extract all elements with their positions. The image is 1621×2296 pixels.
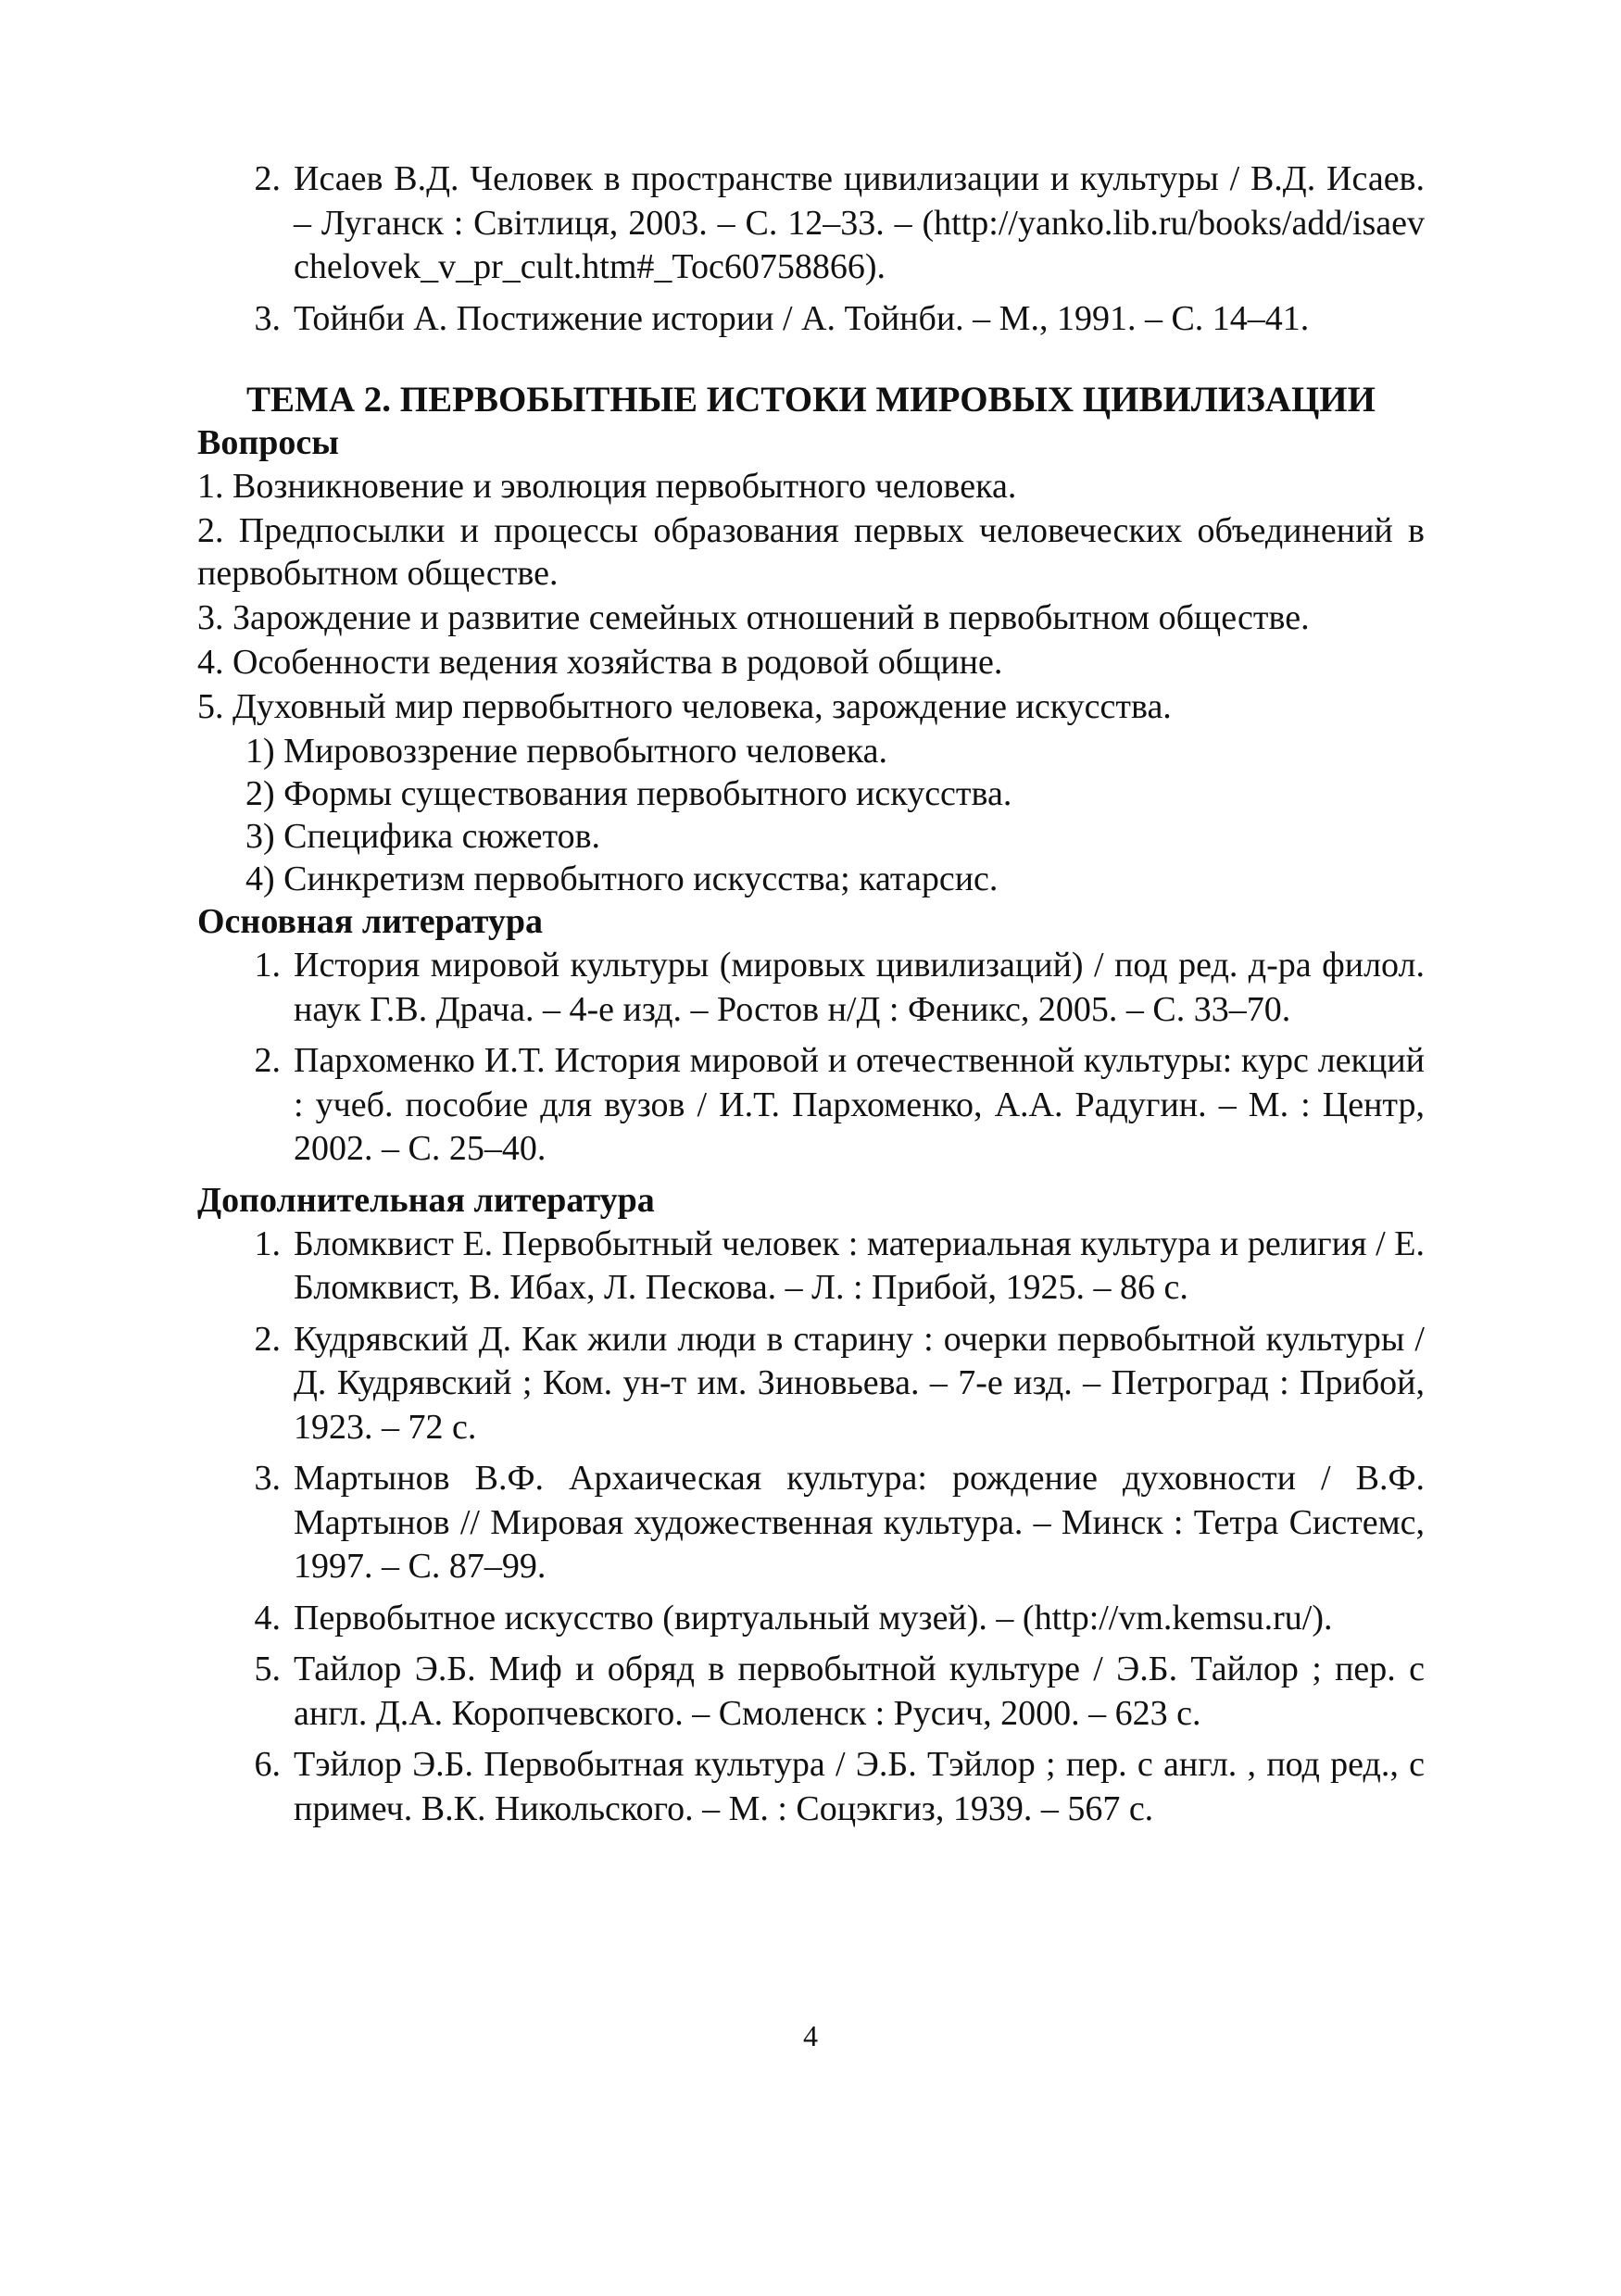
item-number: 4.: [254, 1598, 281, 1637]
question-item: 4. Особенности ведения хозяйства в родовой общине.: [197, 643, 1003, 682]
question-item: 3. Зарождение и развитие семейных отношений в первобытном обществе.: [197, 598, 1310, 637]
page-number: 4: [803, 2019, 818, 2052]
item-text: Мартынов В.Ф. Архаическая культура: рождение духовности / В.Ф. Мартынов // Мировая художественная культура. – Минск : Тетра Системс, 1997. – С. 87–99.: [294, 1459, 1425, 1586]
item-number: 5.: [254, 1650, 281, 1688]
prev-references-list: [197, 157, 1425, 341]
item-number: 6.: [254, 1745, 281, 1784]
additional-literature-heading: Дополнительная литература: [197, 1180, 655, 1220]
additional-literature-item: [197, 1457, 1425, 1589]
item-number: 2.: [254, 159, 281, 198]
main-literature-item: [197, 1039, 1425, 1172]
additional-literature-item: [197, 1743, 1425, 1831]
item-text: Тэйлор Э.Б. Первобытная культура / Э.Б. Тэйлор ; пер. с англ. , под ред., с примеч. В.К. Никольского. – М. : Соцэкгиз, 1939. – 567 с.: [294, 1745, 1425, 1828]
item-number: 3.: [254, 1459, 281, 1498]
item-number: 1.: [254, 946, 281, 985]
questions-heading: Вопросы: [197, 423, 339, 462]
additional-literature-list: [197, 1223, 1425, 1832]
question-item: 5. Духовный мир первобытного человека, зарождение искусства.: [197, 687, 1172, 726]
main-literature-list: [197, 944, 1425, 1172]
item-text: История мировой культуры (мировых цивилизаций) / под ред. д-ра филол. наук Г.В. Драча. – 4-е изд. – Ростов н/Д : Феникс, 2005. – С. 33–70.: [294, 946, 1425, 1029]
questions-list: [197, 465, 1425, 900]
item-number: 3.: [254, 298, 281, 338]
additional-literature-item: [197, 1597, 1425, 1641]
item-number: 1.: [254, 1223, 281, 1263]
item-number: 2.: [254, 1041, 281, 1080]
item-text: Тойнби А. Постижение истории / А. Тойнби. – М., 1991. – С. 14–41.: [294, 298, 1310, 338]
item-text: Первобытное искусство (виртуальный музей). – (http://vm.kemsu.ru/).: [294, 1598, 1333, 1637]
question-item: 1. Возникновение и эволюция первобытного человека.: [197, 467, 1017, 506]
prev-reference-item: [197, 297, 1425, 342]
question-item: 2. Предпосылки и процессы образования первых человеческих объединений в первобытном обществе.: [197, 511, 1425, 593]
item-number: 2.: [254, 1319, 281, 1359]
prev-reference-item: [197, 157, 1425, 290]
item-text: Бломквист Е. Первобытный человек : материальная культура и религия / Е. Бломквист, В. Ибах, Л. Пескова. – Л. : Прибой, 1925. – 86 с.: [294, 1223, 1425, 1307]
item-text: Исаев В.Д. Человек в пространстве цивилизации и культуры / В.Д. Исаев. – Луганск : Світлиця, 2003. – С. 12–33. – (http://yanko.lib.ru/books/add/isaevchelovek_v_pr_cult.htm#_Toc60758866).: [294, 159, 1425, 286]
main-literature-heading: Основная литература: [197, 902, 544, 941]
additional-literature-item: [197, 1318, 1425, 1450]
item-text: Пархоменко И.Т. История мировой и отечественной культуры: курс лекций : учеб. пособие для вузов / И.Т. Пархоменко, А.А. Радугин. – М. : Центр, 2002. – С. 25–40.: [294, 1041, 1425, 1168]
additional-literature-item: [197, 1223, 1425, 1311]
subquestion-item: 4) Синкретизм первобытного искусства; катарсис.: [245, 859, 999, 898]
subquestion-item: 1) Мировоззрение первобытного человека.: [245, 732, 887, 771]
item-text: Тайлор Э.Б. Миф и обряд в первобытной культуре / Э.Б. Тайлор ; пер. с англ. Д.А. Коропчевского. – Смоленск : Русич, 2000. – 623 с.: [294, 1650, 1425, 1733]
subquestion-item: 3) Специфика сюжетов.: [245, 817, 601, 856]
item-text: Кудрявский Д. Как жили люди в старину : очерки первобытной культуры / Д. Кудрявский ; Ком. ун-т им. Зиновьева. – 7-е изд. – Петроград : Прибой, 1923. – 72 с.: [294, 1319, 1425, 1447]
subquestion-item: 2) Формы существования первобытного искусства.: [245, 774, 1012, 813]
main-literature-item: [197, 944, 1425, 1032]
additional-literature-item: [197, 1648, 1425, 1736]
topic-title: ТЕМА 2. ПЕРВОБЫТНЫЕ ИСТОКИ МИРОВЫХ ЦИВИЛИЗАЦИИ: [246, 380, 1376, 420]
document-page: [197, 157, 1425, 1838]
